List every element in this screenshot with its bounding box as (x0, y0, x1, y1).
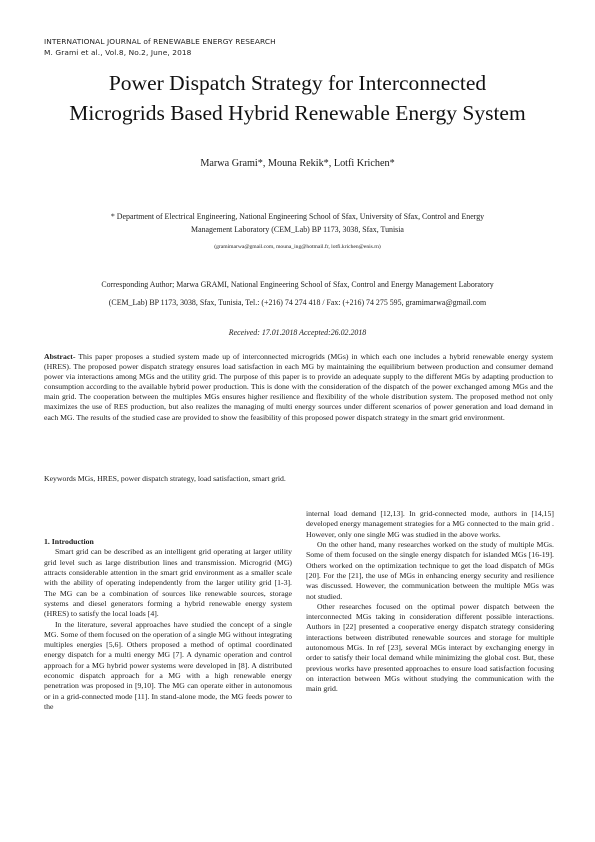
corresponding-line-2: (CEM_Lab) BP 1173, 3038, Sfax, Tunisia, Tel.: (+216) 74 274 418 / Fax: (+216) 74 275 595, gramimarwa@gmail.com (108, 298, 487, 307)
abstract-text: This paper proposes a studied system made up of interconnected microgrids (MGs) in which each one includes a hybrid renewable energy system (HRES). The proposed power dispatch strategy ensures load satisfaction in each MG by maintaining the equilibrium between production and consumer demand power via interactions among MGs and the utility grid. The purpose of this paper is to provide an adequate supply to the different MGs by adapting production to consumption according to the available hybrid power production. This is done with the consideration of the dispatch of the power exchanged among MGs and the main grid. The cooperation between the multiples MGs ensures higher resilience and flexibility of the whole distribution system. The proposed method not only maximizes the use of RES production, but also realizes the managing of multi energy sources under different scenarios of power generation and load demand in each MG. The results of the studied case are provided to show the feasibility of this proposed power dispatch strategy in the smart grid environment. (44, 352, 553, 422)
author-emails: (gramimarwa@gmail.com, mouna_ing@hotmail.fr, lotfi.krichen@enis.rn) (214, 244, 381, 250)
author-list: Marwa Grami*, Mouna Rekik*, Lotfi Krichen* (200, 158, 395, 169)
journal-header (44, 37, 276, 58)
journal-name: INTERNATIONAL JOURNAL of RENEWABLE ENERGY RESEARCH (44, 37, 276, 46)
left-column (44, 537, 292, 712)
section-heading: 1. Introduction (44, 537, 94, 546)
abstract (44, 352, 553, 423)
journal-citation: M. Grami et al., Vol.8, No.2, June, 2018 (44, 47, 192, 57)
keywords: Keywords MGs, HRES, power dispatch strategy, load satisfaction, smart grid. (44, 474, 286, 483)
title-line-2: Microgrids Based Hybrid Renewable Energy System (69, 101, 526, 125)
paragraph: On the other hand, many researches worked on the study of multiple MGs. Some of them focused on the single energy dispatch for islanded MGs [16-19]. Others worked on the optimization technique to get the load dispatch of MGs [20]. For the [21], the use of MGs in enhancing energy security and resilience was discussed. However, the communication between the multiple MGs was not studied. (306, 539, 554, 601)
paragraph: In the literature, several approaches have studied the concept of a single MG. Some of them focused on the operation of a single MG without integrating multiples energies [5,6]. Others proposed a method of optimal coordinated energy dispatch for a multi energy MG [7]. A dynamic operation and control approach for a MG hybrid power systems were developed in [8]. A distributed economic dispatch approach for a MG with a high renewable energy penetration was proposed in [9,10]. The MG can operate either in autonomous or in a grid-connected mode [11]. In stand-alone mode, the MG feeds power to the (44, 619, 292, 711)
corresponding-author (40, 276, 555, 312)
right-column (306, 509, 554, 695)
affiliation (50, 210, 545, 236)
abstract-label: Abstract- (44, 352, 76, 361)
affiliation-line-2: Management Laboratory (CEM_Lab) BP 1173, 3038, Sfax, Tunisia (191, 225, 404, 234)
affiliation-line-1: * Department of Electrical Engineering, National Engineering School of Sfax, University of Sfax, Control and Energy (110, 212, 485, 221)
paragraph: Other researches focused on the optimal power dispatch between the interconnected MGs taking in consideration different possible interactions. Authors in [22] presented a cooperative energy dispatch strategy considering interactions between distributed renewable sources and storage for multiple autonomous MGs. In ref [23], several MGs interact by exchanging energy in order to satisfy their local demand while minimizing the global cost. But, these previous works have presented approaches to ensure load satisfaction focusing on interaction between MGs without studying the communication with the main grid. (306, 601, 554, 694)
title-line-1: Power Dispatch Strategy for Interconnected (108, 71, 487, 95)
corresponding-line-1: Corresponding Author; Marwa GRAMI, National Engineering School of Sfax, Control and Energy Management Laboratory (101, 280, 494, 289)
paper-title (20, 68, 575, 128)
paragraph: Smart grid can be described as an intelligent grid operating at larger utility grid level such as large distribution lines and transmission. Microgrid (MG) attracts considerable attention in the smart grid environment as a smaller scale with the ability of operating independently from the larger utility grid [1-3]. The MG can be a combination of sources like renewable sources, storage systems and diesel generators forming a hybrid renewable energy system (HRES) to satisfy the local loads [4]. (44, 547, 292, 619)
paragraph: internal load demand [12,13]. In grid-connected mode, authors in [14,15] developed energy management strategies for a MG connected to the main grid . However, only one single MG was studied in the above works. (306, 509, 554, 539)
received-accepted-dates: Received: 17.01.2018 Accepted:26.02.2018 (228, 328, 367, 337)
